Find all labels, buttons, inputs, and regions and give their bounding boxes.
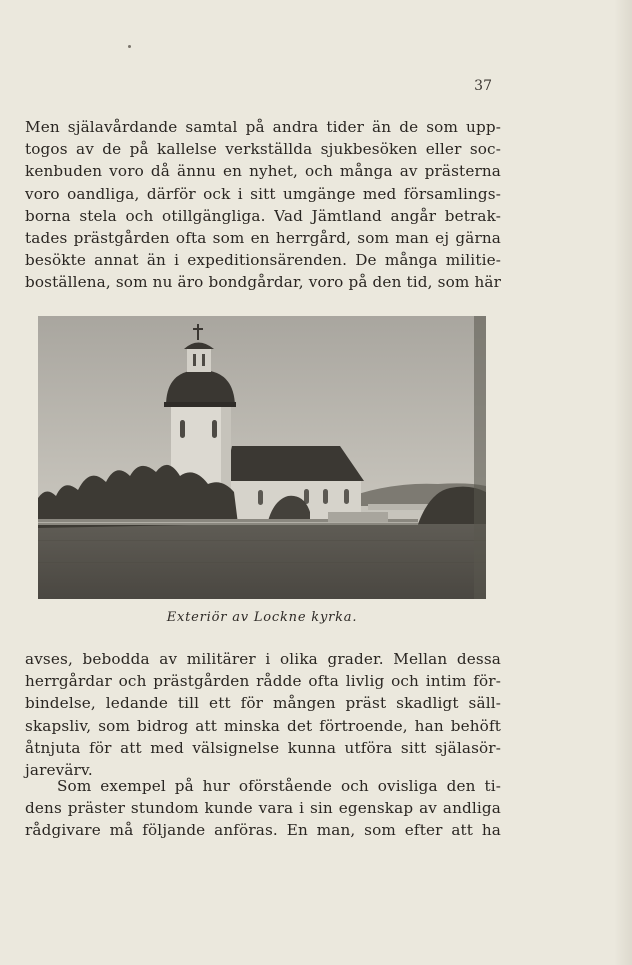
text-line: rådgivare må följande anföras. En man, som efter att ha bbox=[25, 821, 501, 840]
text-line: åtnjuta för att med välsignelse kunna utföra sitt själasör- bbox=[25, 738, 501, 757]
speck bbox=[128, 45, 131, 48]
text-line: Men själavårdande samtal på andra tider än de som upp- bbox=[25, 118, 501, 136]
text-line: dens präster stundom kunde vara i sin egenskap av andliga bbox=[25, 799, 501, 818]
text-line: borna stela och otillgängliga. Vad Jämtland angår betrak- bbox=[25, 206, 501, 225]
church-photograph bbox=[38, 316, 486, 599]
figure-caption: Exteriör av Lockne kyrka. bbox=[166, 610, 358, 625]
page-edge-shadow bbox=[614, 0, 632, 965]
text-line: Som exempel på hur oförstående och ovisliga den ti- bbox=[57, 777, 501, 795]
text-line: togos av de på kallelse verkställda sjukbesöken eller soc- bbox=[25, 140, 501, 159]
text-line: kenbuden voro då ännu en nyhet, och många av prästerna bbox=[25, 162, 501, 181]
text-line: besökte annat än i expeditionsärenden. De många militie- bbox=[25, 251, 501, 270]
text-line: tades prästgården ofta som en herrgård, som man ej gärna bbox=[25, 228, 501, 247]
text-line: boställena, som nu äro bondgårdar, voro på den tid, som här bbox=[25, 273, 501, 292]
text-line: voro oandliga, därför ock i sitt umgänge med församlings- bbox=[25, 184, 501, 203]
paragraph-1 bbox=[25, 116, 501, 294]
text-line: skapsliv, som bidrog att minska det förtroende, han behöft bbox=[25, 716, 501, 735]
text-line: jarevärv. bbox=[25, 760, 93, 779]
paragraph-3 bbox=[25, 775, 501, 842]
text-line: bindelse, ledande till ett för mången präst skadligt säll- bbox=[25, 694, 501, 713]
text-line: herrgårdar och prästgården rådde ofta livlig och intim för- bbox=[25, 672, 501, 691]
page-number: 37 bbox=[474, 78, 492, 94]
paragraph-2 bbox=[25, 648, 501, 781]
text-line: avses, bebodda av militärer i olika grader. Mellan dessa bbox=[25, 650, 501, 668]
